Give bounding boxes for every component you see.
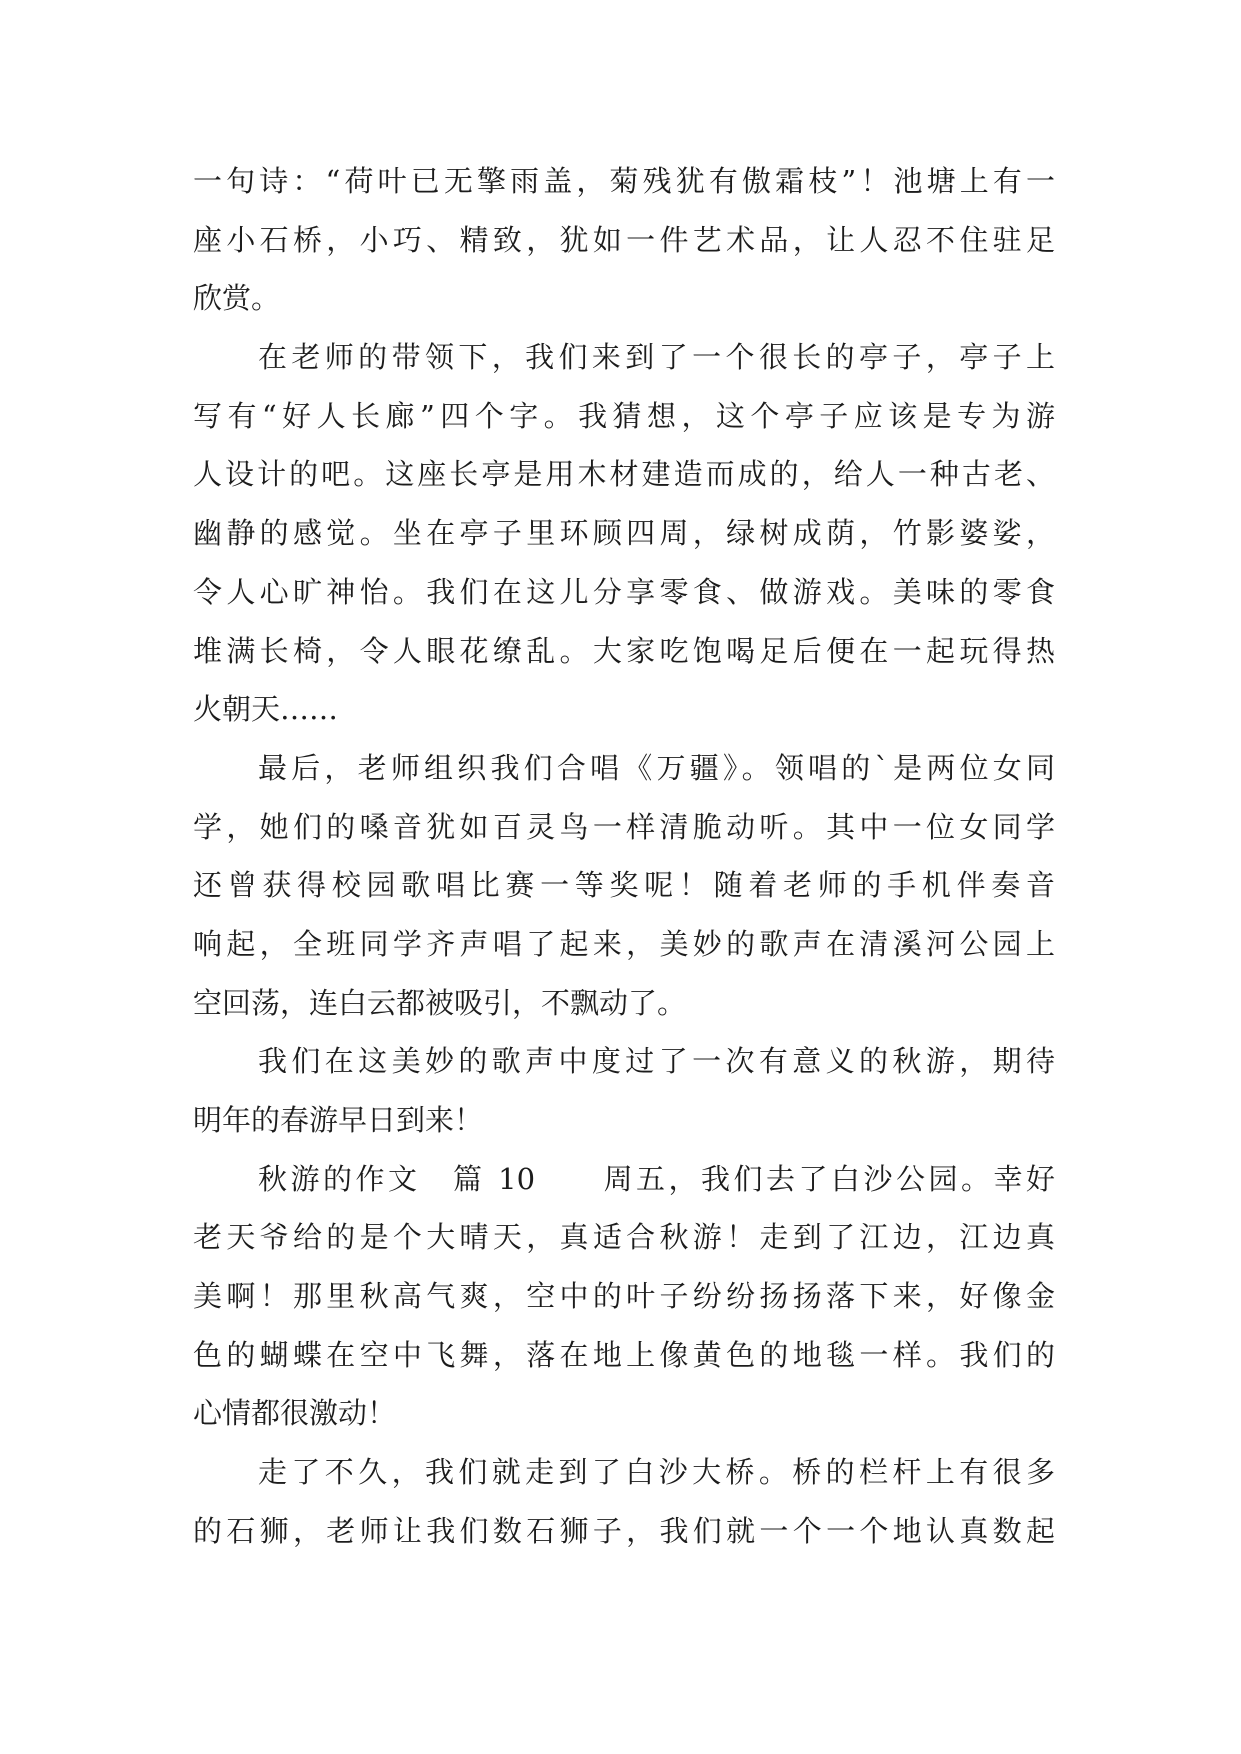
text-line: 的石狮，老师让我们数石狮子，我们就一个一个地认真数起: [193, 1513, 1055, 1548]
text-line: 走了不久，我们就走到了白沙大桥。桥的栏杆上有很多: [258, 1455, 1055, 1490]
text-line: 一句诗：“荷叶已无擎雨盖，菊残犹有傲霜枝”！池塘上有一: [193, 164, 1055, 198]
text-line: 人设计的吧。这座长亭是用木材建造而成的，给人一种古老、: [193, 457, 1055, 492]
paragraph: [193, 739, 1055, 1032]
text-line: 最后，老师组织我们合唱《万疆》。领唱的`是两位女同: [258, 750, 1055, 785]
text-line: 秋游的作文 篇 10 周五，我们去了白沙公园。幸好: [258, 1161, 1055, 1196]
text-line: 堆满长椅，令人眼花缭乱。大家吃饱喝足后便在一起玩得热: [193, 633, 1055, 668]
paragraph: [193, 328, 1055, 739]
text-line: 还曾获得校园歌唱比赛一等奖呢！随着老师的手机伴奏音: [193, 868, 1055, 903]
text-line: 座小石桥，小巧、精致，犹如一件艺术品，让人忍不住驻足: [193, 222, 1055, 257]
text-line: 在老师的带领下，我们来到了一个很长的亭子，亭子上: [258, 340, 1055, 375]
paragraph: [193, 152, 1055, 328]
text-line: 欣赏。: [193, 281, 281, 316]
paragraph: [193, 1032, 1055, 1149]
body-text: [193, 152, 1055, 1561]
text-line: 响起，全班同学齐声唱了起来，美妙的歌声在清溪河公园上: [193, 926, 1055, 961]
text-line: 老天爷给的是个大晴天，真适合秋游！走到了江边，江边真: [193, 1220, 1055, 1255]
text-line: 幽静的感觉。坐在亭子里环顾四周，绿树成荫，竹影婆娑，: [193, 516, 1055, 551]
text-line: 写有“好人长廊”四个字。我猜想，这个亭子应该是专为游: [193, 398, 1055, 433]
text-line: 火朝天……: [193, 692, 339, 727]
text-line: 色的蝴蝶在空中飞舞，落在地上像黄色的地毯一样。我们的: [193, 1337, 1055, 1372]
text-line: 心情都很激动！: [193, 1396, 397, 1431]
text-line: 空回荡，连白云都被吸引，不飘动了。: [193, 985, 687, 1020]
text-line: 美啊！那里秋高气爽，空中的叶子纷纷扬扬落下来，好像金: [193, 1279, 1055, 1314]
paragraph: [193, 1150, 1055, 1443]
text-line: 令人心旷神怡。我们在这儿分享零食、做游戏。美味的零食: [193, 574, 1055, 609]
paragraph: [193, 1443, 1055, 1560]
text-line: 明年的春游早日到来！: [193, 1103, 484, 1137]
text-line: 学，她们的嗓音犹如百灵鸟一样清脆动听。其中一位女同学: [193, 809, 1055, 844]
text-line: 我们在这美妙的歌声中度过了一次有意义的秋游，期待: [258, 1044, 1055, 1079]
